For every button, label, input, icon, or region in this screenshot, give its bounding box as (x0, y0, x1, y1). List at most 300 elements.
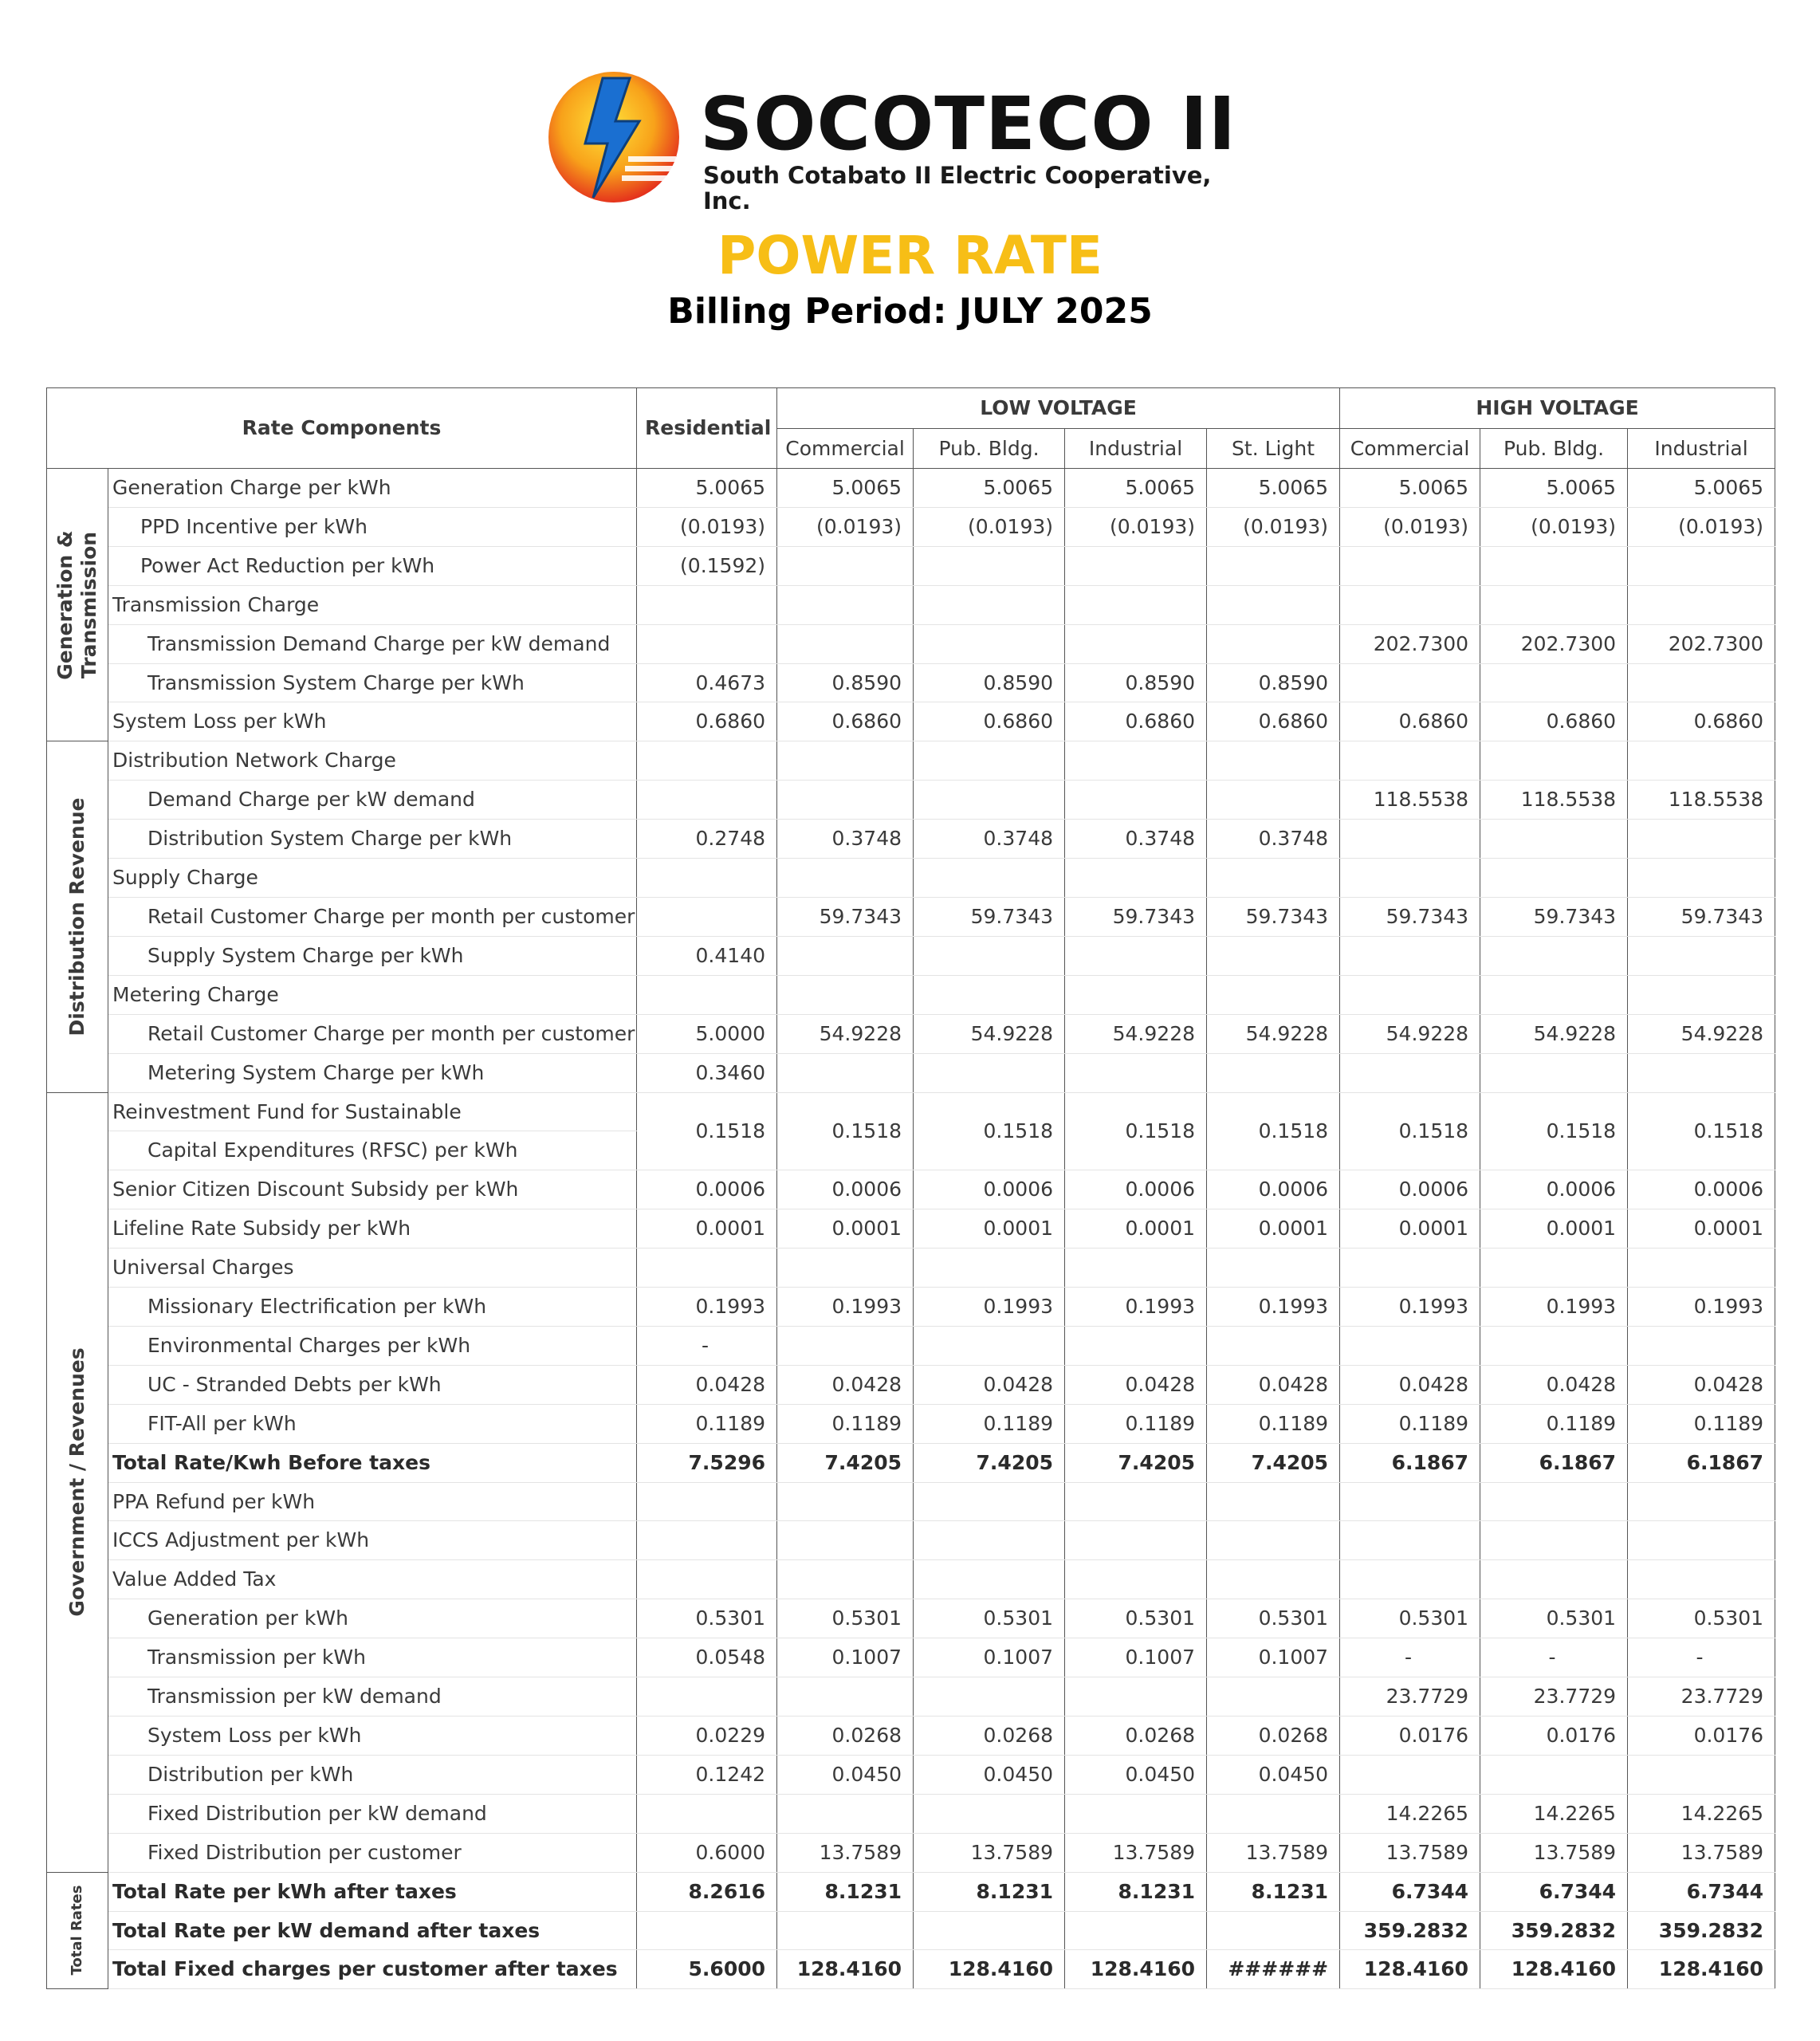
row-label: Transmission per kW demand (108, 1677, 637, 1717)
group-generation-transmission (47, 469, 108, 741)
rate-cell (1628, 820, 1775, 859)
rate-cell: 0.1518 (1628, 1092, 1775, 1170)
rate-cell: 14.2265 (1480, 1794, 1628, 1833)
rate-cell: 5.0000 (637, 1014, 777, 1053)
page-title: POWER RATE (717, 225, 1103, 286)
rate-cell (1207, 1053, 1340, 1092)
row-label: Missionary Electrification per kWh (108, 1288, 637, 1327)
rate-cell (1480, 1482, 1628, 1521)
rate-cell (1207, 1794, 1340, 1833)
row-label: Transmission System Charge per kWh (108, 663, 637, 702)
rate-cell: 7.4205 (1065, 1443, 1207, 1482)
rate-cell (777, 624, 914, 663)
group-government-revenues-label: Government / Revenues (65, 1347, 88, 1617)
rate-cell: 0.0428 (914, 1365, 1065, 1404)
rate-cell (914, 1482, 1065, 1521)
rate-cell (1065, 1482, 1207, 1521)
table-row (47, 781, 1775, 820)
row-label: Senior Citizen Discount Subsidy per kWh (108, 1170, 637, 1209)
rate-cell: 118.5538 (1480, 781, 1628, 820)
rate-cell: 23.7729 (1480, 1677, 1628, 1717)
rate-cell: 0.6860 (637, 702, 777, 741)
rate-cell: 54.9228 (1628, 1014, 1775, 1053)
rate-cell: 6.1867 (1340, 1443, 1480, 1482)
rate-cell: 0.1518 (777, 1092, 914, 1170)
rate-cell (1480, 1249, 1628, 1288)
rate-table-body (47, 469, 1775, 1989)
row-label: Retail Customer Charge per month per customer (108, 1014, 637, 1053)
rate-cell (1628, 936, 1775, 975)
rate-cell: 13.7589 (1065, 1833, 1207, 1872)
rate-cell (1340, 1482, 1480, 1521)
rate-cell (1207, 741, 1340, 781)
rate-cell (777, 975, 914, 1014)
rate-cell: 0.0428 (1480, 1365, 1628, 1404)
rate-cell: 0.0268 (1207, 1717, 1340, 1756)
lightning-bolt-icon (547, 70, 681, 204)
rate-cell: 0.8590 (1065, 663, 1207, 702)
rate-cell: (0.0193) (1065, 507, 1207, 546)
rate-cell: 202.7300 (1628, 624, 1775, 663)
table-row (47, 1521, 1775, 1560)
row-label: System Loss per kWh (108, 1717, 637, 1756)
rate-cell: 13.7589 (914, 1833, 1065, 1872)
rate-cell: 118.5538 (1628, 781, 1775, 820)
rate-cell: 6.7344 (1480, 1872, 1628, 1911)
header-hv-commercial: Commercial (1340, 429, 1480, 469)
rate-cell (914, 546, 1065, 585)
rate-cell: (0.0193) (777, 507, 914, 546)
rate-cell (777, 781, 914, 820)
rate-cell: 5.0065 (637, 469, 777, 508)
rate-cell: 0.0006 (1340, 1170, 1480, 1209)
row-label: Lifeline Rate Subsidy per kWh (108, 1209, 637, 1249)
rate-cell: 128.4160 (914, 1950, 1065, 1989)
rate-cell (1480, 1560, 1628, 1599)
rate-cell: 0.5301 (637, 1599, 777, 1638)
rate-cell: 8.1231 (914, 1872, 1065, 1911)
table-row (47, 1092, 1775, 1131)
row-label: Metering System Charge per kWh (108, 1053, 637, 1092)
rate-cell: 0.1993 (1628, 1288, 1775, 1327)
rate-cell (637, 741, 777, 781)
header-lv-commercial: Commercial (777, 429, 914, 469)
rate-cell: 202.7300 (1340, 624, 1480, 663)
table-row (47, 1560, 1775, 1599)
group-generation-transmission-label: Generation & Transmission (53, 529, 100, 680)
row-label: Generation per kWh (108, 1599, 637, 1638)
row-label: Environmental Charges per kWh (108, 1326, 637, 1365)
rate-cell: 0.1518 (914, 1092, 1065, 1170)
table-row (47, 1911, 1775, 1950)
row-label: Transmission Demand Charge per kW demand (108, 624, 637, 663)
header-rate-components: Rate Components (47, 388, 637, 469)
rate-cell: 0.1993 (1480, 1288, 1628, 1327)
rate-cell: 0.0006 (1207, 1170, 1340, 1209)
rate-cell (1207, 1911, 1340, 1950)
table-row (47, 1326, 1775, 1365)
rate-cell (1065, 975, 1207, 1014)
rate-cell (1340, 820, 1480, 859)
rate-cell: 54.9228 (777, 1014, 914, 1053)
rate-cell (1207, 975, 1340, 1014)
header-lv-pub-bldg: Pub. Bldg. (914, 429, 1065, 469)
rate-cell: 0.1189 (1065, 1404, 1207, 1443)
rate-cell: 0.1993 (914, 1288, 1065, 1327)
rate-cell (1480, 1326, 1628, 1365)
power-rate-table (46, 387, 1775, 1989)
rate-cell (1628, 1326, 1775, 1365)
rate-cell (1207, 1249, 1340, 1288)
logo-tagline: South Cotabato II Electric Cooperative, Inc. (703, 162, 1212, 214)
rate-cell: 6.1867 (1628, 1443, 1775, 1482)
rate-cell (1340, 741, 1480, 781)
table-row (47, 897, 1775, 936)
rate-cell (777, 1677, 914, 1717)
rate-cell (1065, 936, 1207, 975)
rate-cell (777, 741, 914, 781)
rate-cell: 0.1993 (1065, 1288, 1207, 1327)
row-label: Power Act Reduction per kWh (108, 546, 637, 585)
rate-cell (1340, 546, 1480, 585)
rate-cell: 0.1518 (1480, 1092, 1628, 1170)
rate-cell: 0.0450 (1065, 1755, 1207, 1794)
rate-cell: 0.0428 (1628, 1365, 1775, 1404)
rate-cell (637, 975, 777, 1014)
rate-cell (637, 1794, 777, 1833)
rate-cell: 6.7344 (1628, 1872, 1775, 1911)
rate-cell: 5.0065 (1065, 469, 1207, 508)
rate-cell: 59.7343 (1628, 897, 1775, 936)
rate-cell: 0.1993 (777, 1288, 914, 1327)
rate-cell (637, 1482, 777, 1521)
row-label: System Loss per kWh (108, 702, 637, 741)
rate-cell: 359.2832 (1480, 1911, 1628, 1950)
rate-cell: 0.0001 (1207, 1209, 1340, 1249)
rate-cell (1065, 781, 1207, 820)
rate-cell: 0.1993 (1207, 1288, 1340, 1327)
rate-cell (1480, 663, 1628, 702)
rate-cell (914, 585, 1065, 624)
rate-cell: 0.2748 (637, 820, 777, 859)
rate-cell: 5.0065 (1340, 469, 1480, 508)
table-row (47, 1599, 1775, 1638)
rate-cell: 8.2616 (637, 1872, 777, 1911)
rate-cell (1065, 1677, 1207, 1717)
rate-cell (1628, 663, 1775, 702)
rate-cell: 13.7589 (1207, 1833, 1340, 1872)
rate-cell (1207, 859, 1340, 898)
rate-cell (637, 624, 777, 663)
rate-cell: 0.1007 (914, 1638, 1065, 1677)
rate-cell (1340, 859, 1480, 898)
rate-cell: 0.3748 (777, 820, 914, 859)
rate-cell (1207, 1560, 1340, 1599)
group-distribution-revenue (47, 741, 108, 1092)
rate-cell (914, 624, 1065, 663)
rate-cell: 23.7729 (1340, 1677, 1480, 1717)
rate-cell: 7.4205 (1207, 1443, 1340, 1482)
logo-name: SOCOTECO II (700, 81, 1237, 167)
rate-cell (1207, 781, 1340, 820)
table-row (47, 1872, 1775, 1911)
row-label: Distribution System Charge per kWh (108, 820, 637, 859)
rate-cell: 0.6860 (1628, 702, 1775, 741)
rate-cell (1628, 1755, 1775, 1794)
rate-cell: 0.1993 (1340, 1288, 1480, 1327)
rate-cell (1628, 546, 1775, 585)
rate-cell (1480, 1521, 1628, 1560)
row-label: Distribution Network Charge (108, 741, 637, 781)
rate-cell: 54.9228 (914, 1014, 1065, 1053)
rate-cell: 0.1007 (1065, 1638, 1207, 1677)
rate-cell: 0.1007 (1207, 1638, 1340, 1677)
rate-cell: 128.4160 (777, 1950, 914, 1989)
rate-cell: 0.1993 (637, 1288, 777, 1327)
rate-cell (1628, 859, 1775, 898)
rate-cell (914, 1560, 1065, 1599)
rate-cell (637, 1521, 777, 1560)
rate-cell (1480, 936, 1628, 975)
rate-cell: 0.1189 (777, 1404, 914, 1443)
rate-cell: 0.0176 (1480, 1717, 1628, 1756)
rate-cell (637, 781, 777, 820)
rate-cell: 0.8590 (777, 663, 914, 702)
rate-cell: 0.5301 (1065, 1599, 1207, 1638)
rate-cell (914, 1911, 1065, 1950)
rate-cell: (0.1592) (637, 546, 777, 585)
header-high-voltage: HIGH VOLTAGE (1340, 388, 1775, 429)
rate-cell (1065, 546, 1207, 585)
table-row (47, 1950, 1775, 1989)
rate-cell: 5.0065 (1628, 469, 1775, 508)
rate-cell: 0.0001 (1065, 1209, 1207, 1249)
header-residential: Residential (637, 388, 777, 469)
rate-cell: (0.0193) (637, 507, 777, 546)
rate-cell (1207, 1482, 1340, 1521)
table-row (47, 820, 1775, 859)
rate-cell (1340, 1521, 1480, 1560)
rate-cell (1628, 1560, 1775, 1599)
rate-cell: 0.0006 (1480, 1170, 1628, 1209)
table-row (47, 1443, 1775, 1482)
rate-cell (1628, 1053, 1775, 1092)
rate-cell (1065, 624, 1207, 663)
rate-cell: 128.4160 (1480, 1950, 1628, 1989)
rate-cell (1065, 741, 1207, 781)
row-label: Transmission per kWh (108, 1638, 637, 1677)
table-row (47, 1053, 1775, 1092)
rate-cell: 14.2265 (1340, 1794, 1480, 1833)
table-row (47, 1365, 1775, 1404)
rate-cell: 0.0450 (1207, 1755, 1340, 1794)
rate-cell: 0.0428 (637, 1365, 777, 1404)
rate-cell: 0.6860 (914, 702, 1065, 741)
billing-period: Billing Period: JULY 2025 (667, 291, 1153, 332)
rate-cell (1480, 741, 1628, 781)
rate-cell (1340, 585, 1480, 624)
rate-cell (1065, 1911, 1207, 1950)
rate-cell (1340, 936, 1480, 975)
rate-cell (1065, 1326, 1207, 1365)
group-total-rates (47, 1872, 108, 1989)
header-low-voltage: LOW VOLTAGE (777, 388, 1340, 429)
rate-cell: 0.0006 (914, 1170, 1065, 1209)
table-row (47, 1794, 1775, 1833)
rate-cell: 6.7344 (1340, 1872, 1480, 1911)
rate-cell (1207, 1326, 1340, 1365)
rate-cell (777, 585, 914, 624)
rate-cell (1340, 1560, 1480, 1599)
rate-cell (777, 1053, 914, 1092)
rate-cell (1065, 1560, 1207, 1599)
rate-cell (1480, 975, 1628, 1014)
table-row (47, 1717, 1775, 1756)
rate-cell (914, 1249, 1065, 1288)
rate-cell: - (637, 1326, 777, 1365)
rate-cell: 0.1518 (1207, 1092, 1340, 1170)
rate-cell: 59.7343 (914, 897, 1065, 936)
rate-cell: 0.4140 (637, 936, 777, 975)
table-row (47, 507, 1775, 546)
rate-cell: 202.7300 (1480, 624, 1628, 663)
row-label: PPD Incentive per kWh (108, 507, 637, 546)
rate-cell: 0.0268 (1065, 1717, 1207, 1756)
group-distribution-revenue-label: Distribution Revenue (65, 797, 88, 1036)
row-label: Total Rate/Kwh Before taxes (108, 1443, 637, 1482)
rate-cell (914, 1521, 1065, 1560)
rate-cell (914, 1326, 1065, 1365)
rate-cell (777, 936, 914, 975)
rate-cell: 0.3748 (1065, 820, 1207, 859)
table-row (47, 1288, 1775, 1327)
rate-cell: - (1340, 1638, 1480, 1677)
row-label: Fixed Distribution per kW demand (108, 1794, 637, 1833)
rate-cell (777, 1911, 914, 1950)
group-government-revenues (47, 1092, 108, 1872)
table-row (47, 1404, 1775, 1443)
rate-cell (1628, 1249, 1775, 1288)
page-header (0, 0, 1820, 367)
rate-cell: 59.7343 (777, 897, 914, 936)
rate-cell: 0.0176 (1628, 1717, 1775, 1756)
rate-cell: 0.0229 (637, 1717, 777, 1756)
header-hv-pub-bldg: Pub. Bldg. (1480, 429, 1628, 469)
rate-cell: 0.0268 (914, 1717, 1065, 1756)
rate-cell (1480, 585, 1628, 624)
rate-cell (777, 859, 914, 898)
rate-cell (1628, 1482, 1775, 1521)
rate-cell: 0.0001 (1628, 1209, 1775, 1249)
rate-cell: 0.0006 (1065, 1170, 1207, 1209)
table-row (47, 975, 1775, 1014)
rate-cell: 0.3460 (637, 1053, 777, 1092)
rate-cell: 0.0006 (777, 1170, 914, 1209)
row-label: PPA Refund per kWh (108, 1482, 637, 1521)
table-row (47, 1677, 1775, 1717)
row-label: Supply System Charge per kWh (108, 936, 637, 975)
table-row (47, 1014, 1775, 1053)
rate-cell: 13.7589 (1340, 1833, 1480, 1872)
rate-cell (637, 859, 777, 898)
rate-cell: 0.1189 (1480, 1404, 1628, 1443)
rate-cell: 0.5301 (1628, 1599, 1775, 1638)
rate-cell: 0.1242 (637, 1755, 777, 1794)
rate-cell (1065, 1521, 1207, 1560)
row-label: Transmission Charge (108, 585, 637, 624)
rate-cell: 0.0548 (637, 1638, 777, 1677)
row-label: Capital Expenditures (RFSC) per kWh (108, 1131, 637, 1170)
rate-cell: 0.0428 (777, 1365, 914, 1404)
rate-cell: 54.9228 (1340, 1014, 1480, 1053)
header-hv-industrial: Industrial (1628, 429, 1775, 469)
rate-cell (1065, 1794, 1207, 1833)
rate-cell (1065, 1249, 1207, 1288)
rate-cell: 359.2832 (1340, 1911, 1480, 1950)
header-lv-st-light: St. Light (1207, 429, 1340, 469)
rate-cell: 0.1189 (914, 1404, 1065, 1443)
rate-cell: 359.2832 (1628, 1911, 1775, 1950)
table-row (47, 469, 1775, 508)
rate-cell: 8.1231 (777, 1872, 914, 1911)
table-row (47, 936, 1775, 975)
row-label: Reinvestment Fund for Sustainable (108, 1092, 637, 1131)
rate-cell: 0.6860 (1480, 702, 1628, 741)
rate-cell: 0.6000 (637, 1833, 777, 1872)
rate-cell: 0.0001 (1480, 1209, 1628, 1249)
row-label: Retail Customer Charge per month per customer (108, 897, 637, 936)
table-row (47, 624, 1775, 663)
rate-cell (1340, 1755, 1480, 1794)
rate-cell: 0.6860 (1065, 702, 1207, 741)
row-label: Supply Charge (108, 859, 637, 898)
rate-cell: 59.7343 (1340, 897, 1480, 936)
rate-cell: 0.5301 (1207, 1599, 1340, 1638)
rate-cell: 5.0065 (914, 469, 1065, 508)
rate-cell (777, 1794, 914, 1833)
rate-cell: 54.9228 (1207, 1014, 1340, 1053)
rate-cell: 0.5301 (1480, 1599, 1628, 1638)
rate-cell: (0.0193) (1207, 507, 1340, 546)
rate-cell: 13.7589 (1480, 1833, 1628, 1872)
row-label: UC - Stranded Debts per kWh (108, 1365, 637, 1404)
row-label: Total Rate per kW demand after taxes (108, 1911, 637, 1950)
rate-cell: - (1480, 1638, 1628, 1677)
row-label: Total Rate per kWh after taxes (108, 1872, 637, 1911)
rate-cell (914, 975, 1065, 1014)
rate-cell (1480, 820, 1628, 859)
rate-cell: 59.7343 (1065, 897, 1207, 936)
table-row (47, 585, 1775, 624)
rate-cell (1480, 546, 1628, 585)
rate-cell: 0.5301 (1340, 1599, 1480, 1638)
rate-cell: (0.0193) (1340, 507, 1480, 546)
rate-cell (777, 1560, 914, 1599)
table-row (47, 1755, 1775, 1794)
rate-cell (914, 1794, 1065, 1833)
rate-cell (777, 546, 914, 585)
rate-cell (1480, 1053, 1628, 1092)
rate-cell: 128.4160 (1628, 1950, 1775, 1989)
rate-cell: 0.0001 (914, 1209, 1065, 1249)
rate-cell: 0.5301 (914, 1599, 1065, 1638)
rate-cell (1480, 1755, 1628, 1794)
rate-cell: 7.5296 (637, 1443, 777, 1482)
rate-cell (1340, 1249, 1480, 1288)
rate-cell (1340, 663, 1480, 702)
rate-cell (1207, 546, 1340, 585)
rate-cell: 0.3748 (914, 820, 1065, 859)
